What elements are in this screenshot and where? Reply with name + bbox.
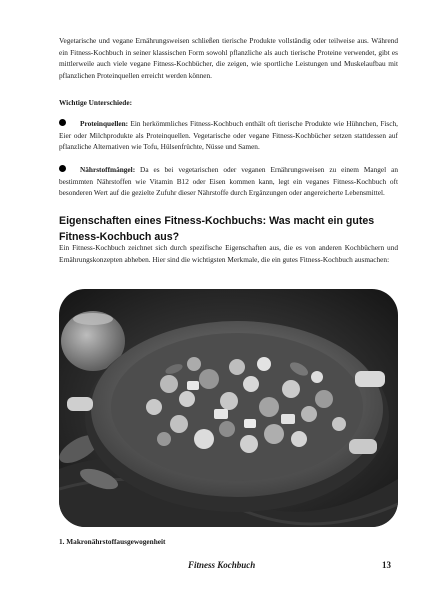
intro-paragraph: Vegetarische und vegane Ernährungsweisen schließen tierische Produkte vollständig oder teilweise aus. Während ein Fitness-Kochbuch in seiner klassischen Form sowohl pflanzliche als auch tierische Proteine verwendet, gibt es mittlerweile auch viele vegane Fitness-Kochbücher, die zeigen, wie sportliche Leistungen und Muskelaufbau mit pflanzlichen Proteinquellen erreicht werden können. <box>59 36 398 80</box>
bullet-text: Ein herkömmliches Fitness-Kochbuch enthält oft tierische Produkte wie Hühnchen, Fisch, Eier oder Milchprodukte als Proteinquellen. Vegetarische oder vegane Fitness-Kochbücher setzen stattdessen auf pflanzliche Alternativen wie Tofu, Hülsenfrüchte, Nüsse und Samen. <box>59 119 398 152</box>
salad-bowl-photo <box>59 289 398 527</box>
bullet-nutrients <box>59 164 398 199</box>
bullet-text: Da es bei vegetarischen oder veganen Ernährungsweisen zu einem Mangel an bestimmten Nährstoffen wie Vitamin B12 oder Eisen kommen kann, legt ein veganes Fitness-Kochbuch oft besonderen Wert auf die gezielte Zufuhr dieser Nährstoffe durch Ergänzungen oder angereicherte Lebensmittel. <box>59 165 398 198</box>
bullet-icon <box>59 165 66 172</box>
bullet-term: Proteinquellen: <box>80 119 129 128</box>
differences-heading: Wichtige Unterschiede: <box>59 98 133 107</box>
bullet-term: Nährstoffmängel: <box>80 165 136 174</box>
bullet-protein <box>59 118 398 153</box>
section-paragraph: Ein Fitness-Kochbuch zeichnet sich durch spezifische Eigenschaften aus, die es von anderen Kochbüchern und Ernährungskonzepten abheben. Hier sind die wichtigsten Merkmale, die ein gutes Fitness-Kochbuch ausmachen: <box>59 243 398 264</box>
footer-title: Fitness Kochbuch <box>188 560 256 570</box>
section-heading: Eigenschaften eines Fitness-Kochbuchs: Was macht ein gutes Fitness-Kochbuch aus? <box>59 215 375 243</box>
salad-bowl-illustration <box>59 289 398 527</box>
page-number: 13 <box>382 560 391 570</box>
section-caption: 1. Makronährstoffausgewogenheit <box>59 537 166 546</box>
bullet-icon <box>59 119 66 126</box>
